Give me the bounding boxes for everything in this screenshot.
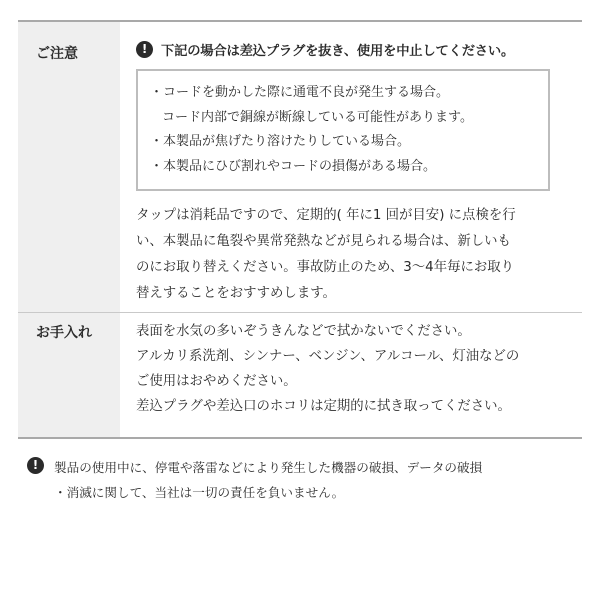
care-line: 差込プラグや差込口のホコリは定期的に拭き取ってください。	[136, 399, 511, 414]
caution-warning-text: 下記の場合は差込プラグを抜き、使用を中止してください。	[161, 44, 515, 59]
caution-item: ・本製品が焦げたり溶けたりしている場合。	[150, 134, 411, 149]
disclaimer-line: ・消滅に関して、当社は一切の責任を負いません。	[54, 485, 345, 500]
caution-item: ・本製品にひび割れやコードの損傷がある場合。	[150, 158, 437, 174]
caution-item: ・コードを動かした際に通電不良が発生する場合。	[150, 85, 450, 100]
care-content	[120, 313, 582, 437]
care-line: ご使用はおやめください。	[136, 374, 297, 389]
care-row	[18, 312, 582, 437]
caution-item: コード内部で銅線が断線している可能性があります。	[162, 109, 473, 125]
caution-warning	[136, 40, 568, 59]
caution-paragraph-line: のにお取り替えください。事故防止のため、3～4年毎にお取り	[136, 260, 515, 275]
caution-paragraph-line: 替えすることをおすすめします。	[136, 286, 336, 301]
care-heading: お手入れ	[18, 313, 120, 437]
caution-content	[120, 22, 582, 312]
info-table	[18, 20, 582, 439]
caution-row	[18, 22, 582, 312]
disclaimer	[27, 455, 583, 505]
disclaimer-text	[54, 455, 482, 505]
caution-list-box	[136, 69, 550, 191]
caution-heading: ご注意	[18, 22, 120, 312]
exclamation-circle-icon: !	[136, 41, 153, 58]
caution-paragraph	[136, 203, 568, 307]
exclamation-circle-icon: !	[27, 457, 44, 474]
caution-paragraph-line: タップは消耗品ですので、定期的( 年に1 回が目安) に点検を行	[136, 208, 516, 223]
caution-paragraph-line: い、本製品に亀裂や異常発熱などが見られる場合は、新しいも	[136, 234, 511, 249]
disclaimer-line: 製品の使用中に、停電や落雷などにより発生した機器の破損、データの破損	[54, 460, 483, 475]
care-line: 表面を水気の多いぞうきんなどで拭かないでください。	[136, 324, 471, 339]
care-line: アルカリ系洗剤、シンナー、ベンジン、アルコール、灯油などの	[136, 349, 520, 364]
